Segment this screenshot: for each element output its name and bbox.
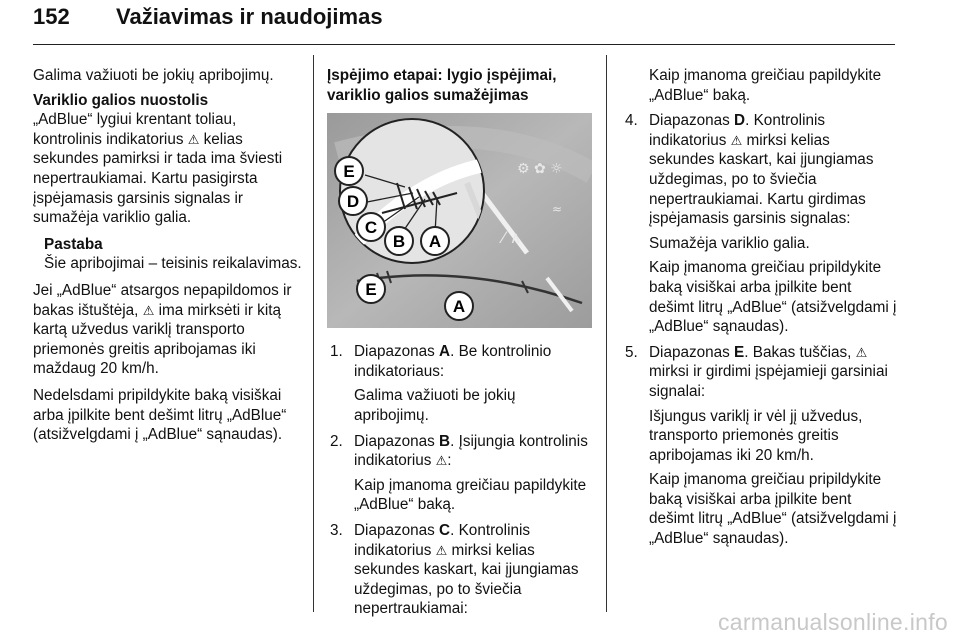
dashboard-icons: ⚙ ✿ ☼	[517, 161, 563, 178]
column-3	[622, 66, 897, 555]
item-text: . Įsijungia kontrolinis indikatorius	[354, 432, 588, 470]
callout-d	[339, 187, 367, 215]
note-title: Pastaba	[44, 235, 103, 253]
list-number: 5.	[625, 343, 638, 361]
svg-text:A: A	[428, 232, 442, 252]
list-item	[327, 521, 592, 619]
item-text: . Kontrolinis indikatorius	[649, 112, 826, 149]
dashboard-icon: ≈	[552, 202, 563, 217]
list-number: 3.	[330, 521, 343, 539]
adblue-warning-icon: ⚠	[435, 453, 448, 469]
range-letter: C	[439, 521, 451, 539]
column-1	[33, 66, 305, 445]
stages-list	[327, 342, 592, 619]
item-detail: Sumažėja variklio galia.	[649, 234, 810, 252]
item-text: :	[447, 452, 452, 470]
paragraph-part: kelias sekundes pamirksi ir tada ima šviesti nepertraukiamai. Kartu pasigirsta įspėjamasis garsinis signalas ir sumažėja variklio galia.	[33, 130, 283, 227]
item-text: . Kontrolinis indikatorius	[354, 521, 531, 559]
stages-list-continued	[622, 111, 897, 548]
gauge-illustration	[327, 113, 592, 328]
section-heading: Variklio galios nuostolis	[33, 91, 209, 109]
callout-a	[421, 227, 449, 255]
list-item	[622, 343, 897, 549]
item-detail: Išjungus variklį ir vėl jį užvedus, transporto priemonės greitis apribojamas iki 20 km/h.	[649, 407, 863, 464]
list-item	[327, 432, 592, 515]
chapter-title: Važiavimas ir naudojimas	[116, 4, 383, 29]
paragraph-refill: Nedelsdami pripildykite baką visiškai arba įpilkite bent dešimt litrų „AdBlue“ (atsižvelgdami į „AdBlue“ sąnaudas).	[33, 386, 287, 444]
item-text: mirksi kelias sekundes kaskart, kai įjungiamas uždegimas, po to šviečia nepertraukiamai:	[354, 541, 579, 618]
adblue-warning-icon: ⚠	[855, 344, 868, 360]
callout-e	[335, 157, 363, 185]
item-detail: Kaip įmanoma greičiau papildykite „AdBlue“ baką.	[354, 476, 587, 514]
column-2	[327, 66, 592, 625]
adblue-warning-icon: ⚠	[435, 542, 448, 558]
range-letter: B	[439, 432, 451, 450]
adblue-warning-icon: ⚠	[142, 302, 155, 318]
paragraph-part: ima mirksėti ir kitą kartą užvedus variklį transporto priemonės greitis apribojamas iki maždaug 20 km/h.	[33, 301, 281, 378]
gauge-svg	[327, 113, 592, 328]
page-number: 152	[33, 4, 70, 29]
item-detail: Kaip įmanoma greičiau pripildykite baką visiškai arba įpilkite bent dešimt litrų „AdBlue“ (atsižvelgdami į „AdBlue“ sąnaudas).	[649, 471, 897, 548]
item-text: mirksi ir girdimi įspėjamieji garsiniai signalai:	[649, 363, 888, 400]
range-letter: E	[734, 343, 745, 361]
paragraph-part: Jei „AdBlue“ atsargos nepapildomos ir bakas ištuštėja,	[33, 281, 292, 319]
svg-text:E: E	[343, 162, 355, 182]
intro-paragraph: Galima važiuoti be jokių apribojimų.	[33, 67, 274, 84]
callout-b	[385, 227, 413, 255]
paragraph-power-loss	[33, 110, 305, 228]
item-text: Diapazonas	[354, 343, 440, 361]
warning-stages-heading: Įspėjimo etapai: lygio įspėjimai, variklio galios sumažėjimas	[327, 67, 557, 104]
item-text: . Be kontrolinio indikatoriaus:	[354, 343, 552, 380]
range-letter: A	[439, 343, 451, 361]
list-number: 1.	[330, 343, 343, 361]
list-item	[622, 111, 897, 337]
note-text: Šie apribojimai – teisinis reikalavimas.	[44, 255, 302, 273]
page-header	[33, 2, 895, 44]
svg-text:D: D	[346, 192, 360, 212]
header-rule	[33, 44, 895, 45]
paragraph-part: „AdBlue“ lygiui krentant toliau, kontrolinis indikatorius	[33, 111, 237, 148]
svg-text:A: A	[452, 297, 466, 317]
column-divider-2	[606, 55, 607, 612]
callout-e-outer	[357, 275, 385, 303]
item-text: . Bakas tuščias,	[744, 343, 852, 361]
adblue-warning-icon: ⚠	[730, 132, 743, 148]
dashboard-icon: ⁄ ∧	[502, 228, 522, 248]
item-detail: Galima važiuoti be jokių apribojimų.	[354, 387, 516, 424]
list-number: 4.	[625, 112, 638, 130]
watermark: carmanualsonline.info	[717, 609, 948, 635]
item-text: mirksi kelias sekundes kaskart, kai įjungiamas uždegimas, po to šviečia nepertraukiamai. Kartu girdimas įspėjamasis garsinis signalas:	[649, 131, 874, 228]
adblue-warning-icon: ⚠	[187, 131, 200, 147]
column-divider-1	[313, 55, 314, 612]
svg-text:E: E	[365, 280, 377, 300]
item-text: Diapazonas	[649, 343, 735, 361]
continued-text: Kaip įmanoma greičiau papildykite „AdBlue“ baką.	[649, 67, 882, 104]
range-letter: D	[734, 112, 746, 130]
item-text: Diapazonas	[354, 521, 440, 539]
callout-a-outer	[445, 292, 473, 320]
item-detail: Kaip įmanoma greičiau pripildykite baką visiškai arba įpilkite bent dešimt litrų „AdBlue“ (atsižvelgdami į „AdBlue“ sąnaudas).	[649, 259, 897, 336]
item-text: Diapazonas	[354, 432, 440, 450]
list-number: 2.	[330, 432, 343, 450]
list-item	[327, 342, 592, 425]
svg-text:C: C	[364, 218, 378, 238]
paragraph-empty-tank	[33, 281, 305, 379]
callout-c	[357, 213, 385, 241]
svg-text:B: B	[392, 232, 406, 252]
item-text: Diapazonas	[649, 112, 735, 130]
